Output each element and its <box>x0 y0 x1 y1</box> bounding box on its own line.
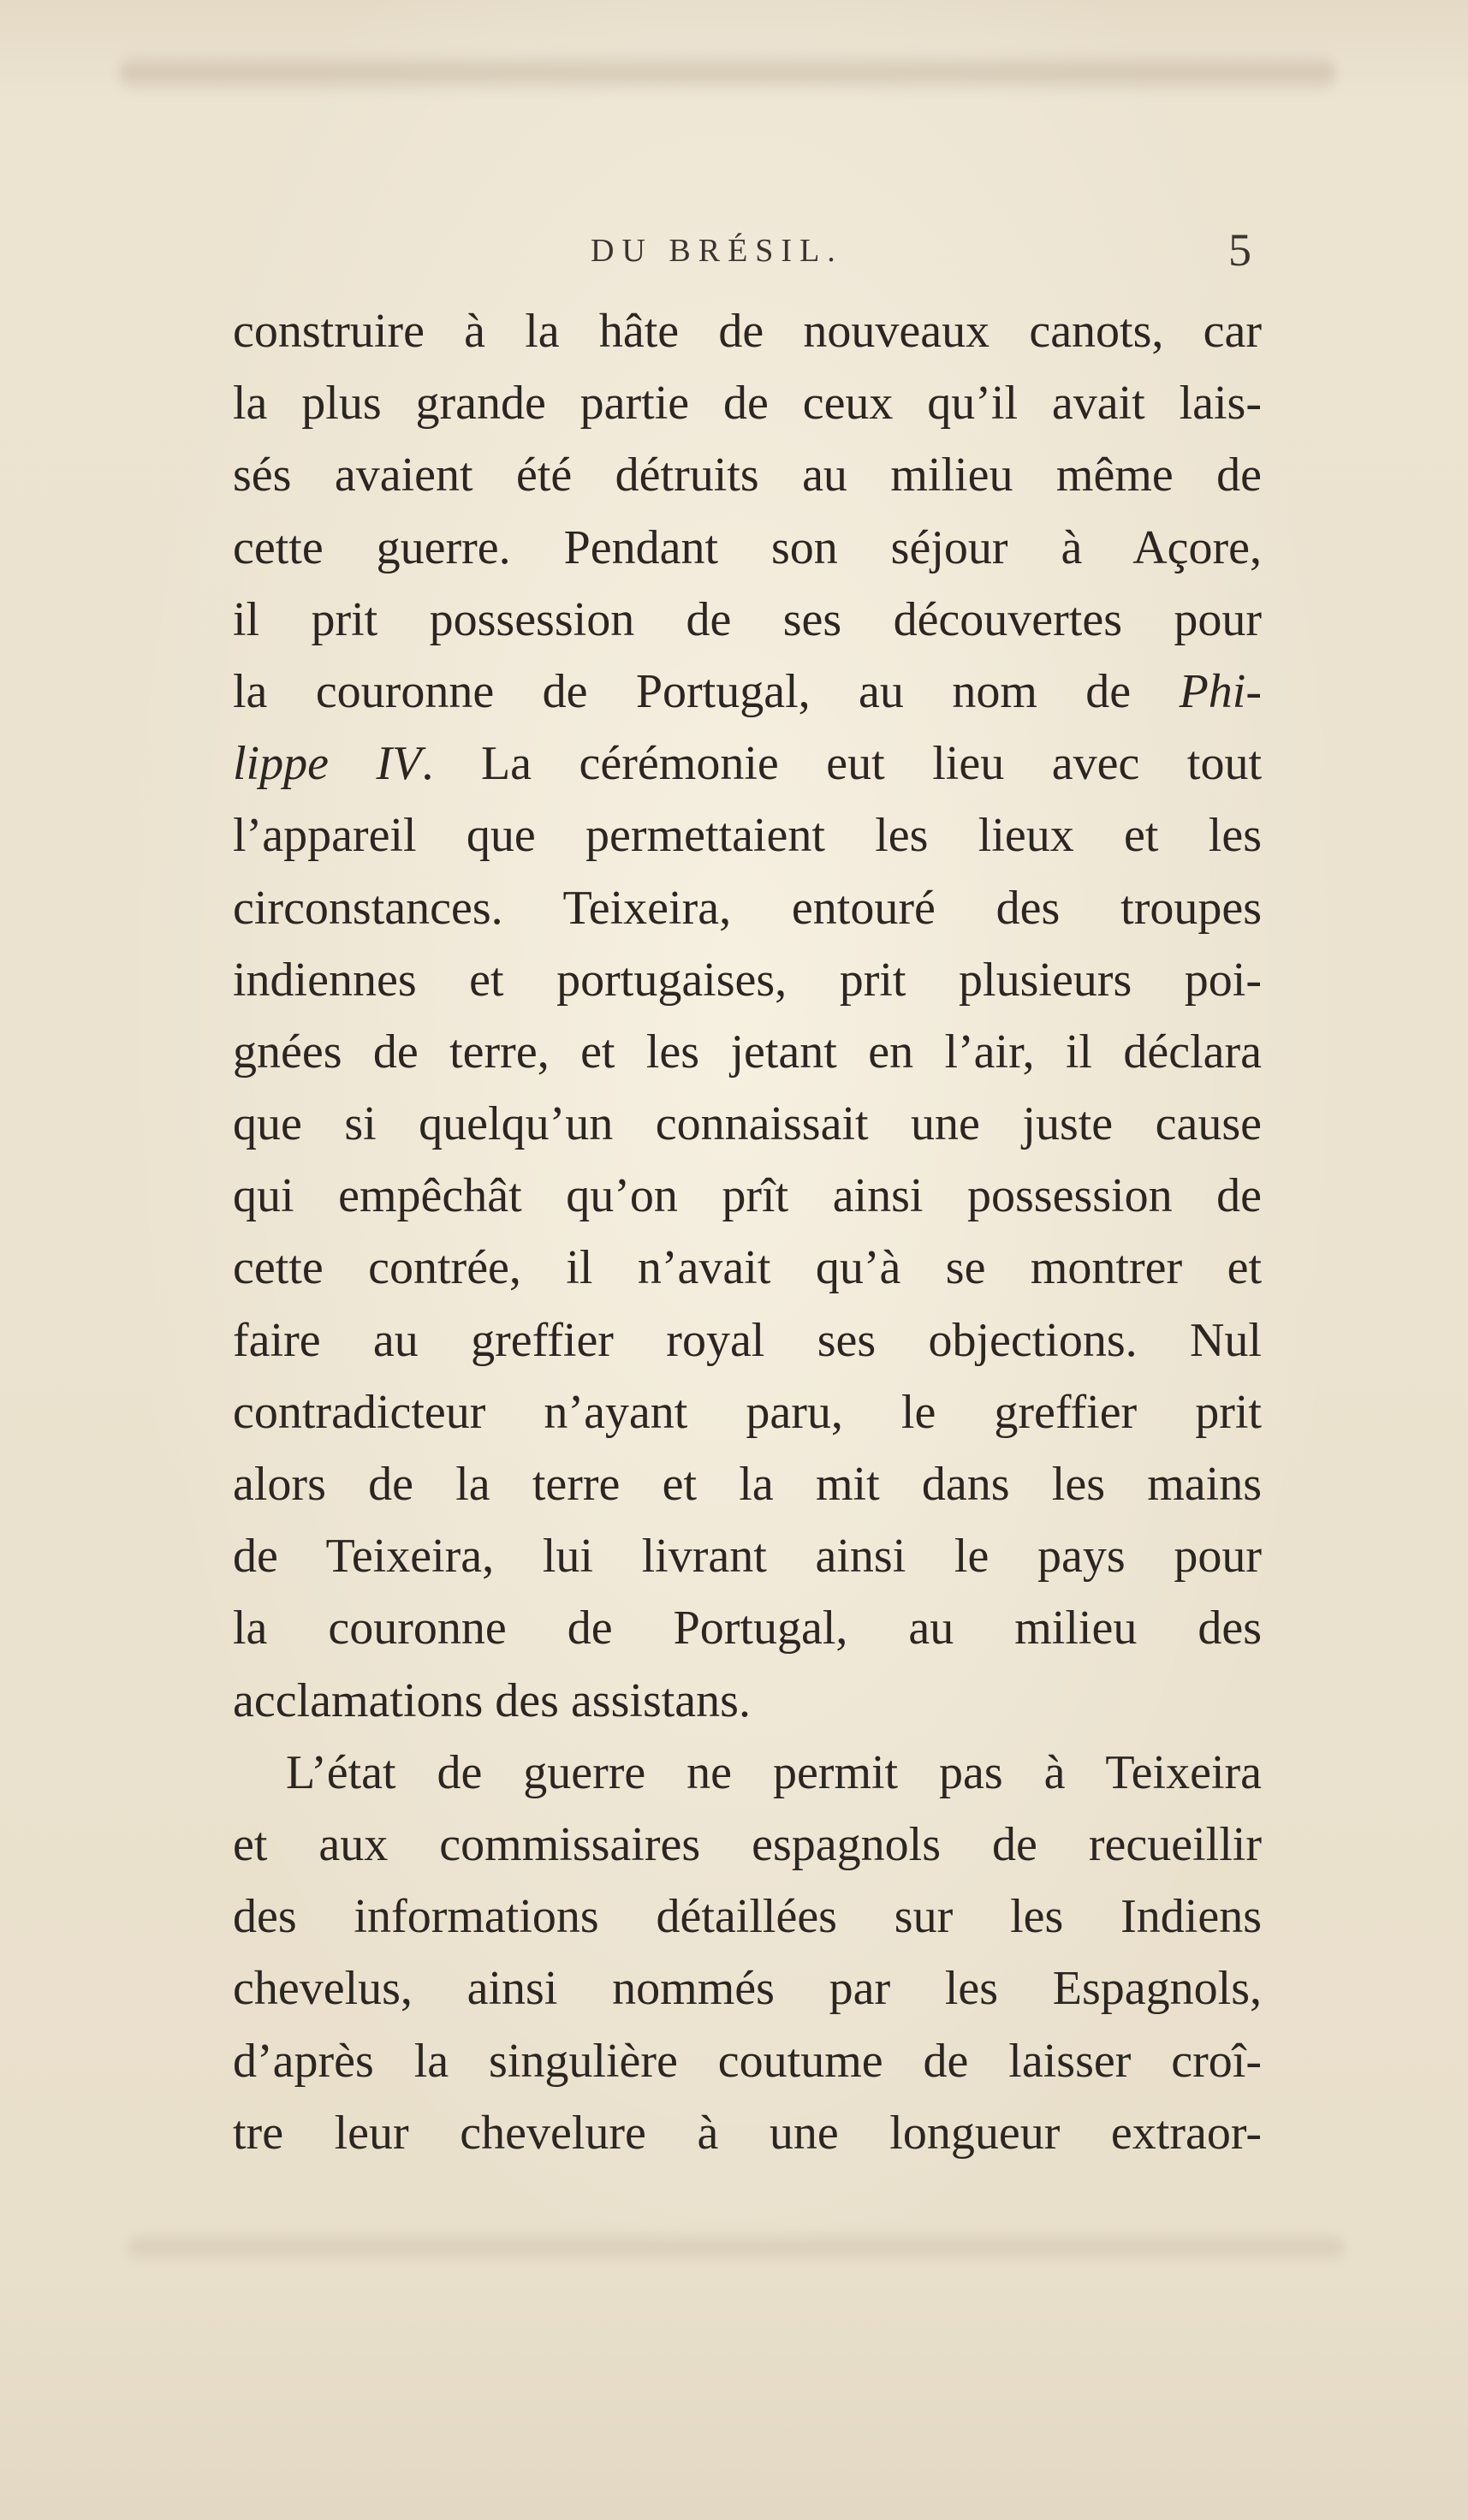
text-line: alors de la terre et la mit dans les mains <box>233 1458 1262 1511</box>
page-fold-shadow-top <box>120 51 1335 94</box>
text-line-with-italic: lippe IV. La cérémonie eut lieu avec tout <box>233 737 1263 791</box>
paragraph-end-line: acclamations des assistans. <box>233 1673 751 1727</box>
italic-text: lippe IV <box>233 737 422 791</box>
body-text <box>233 295 1262 2169</box>
text-line: des informations détaillées sur les Indiens <box>233 1890 1262 1944</box>
text-line: cette contrée, il n’avait qu’à se montrer et <box>233 1241 1262 1295</box>
text-line: cette guerre. Pendant son séjour à Açore, <box>233 520 1262 574</box>
text-line: que si quelqu’un connaissait une juste cause <box>233 1097 1262 1151</box>
text-line: et aux commissaires espagnols de recueillir <box>233 1817 1262 1871</box>
text-line: d’après la singulière coutume de laisser croî- <box>233 2034 1262 2088</box>
text-line: chevelus, ainsi nommés par les Espagnols, <box>233 1962 1262 2016</box>
page-fold-shadow-bottom <box>128 2230 1344 2264</box>
text-line: la plus grande partie de ceux qu’il avait lais- <box>233 377 1262 431</box>
text-line: de Teixeira, lui livrant ainsi le pays pour <box>233 1530 1262 1584</box>
text-line: faire au greffier royal ses objections. Nul <box>233 1313 1262 1367</box>
text-line: circonstances. Teixeira, entouré des troupes <box>233 881 1262 935</box>
text-line: sés avaient été détruits au milieu même de <box>233 449 1262 502</box>
text-line: indiennes et portugaises, prit plusieurs poi- <box>233 953 1262 1007</box>
text-line: l’appareil que permettaient les lieux et les <box>233 809 1262 863</box>
text-line: la couronne de Portugal, au milieu des <box>233 1602 1262 1655</box>
text-line: gnées de terre, et les jetant en l’air, il déclara <box>233 1025 1262 1079</box>
running-head <box>0 224 1468 276</box>
text-line-with-italic: la couronne de Portugal, au nom de Phi- <box>233 664 1262 718</box>
text-line: tre leur chevelure à une longueur extraor- <box>233 2106 1262 2160</box>
page-number: 5 <box>1228 224 1251 276</box>
text-line: contradicteur n’ayant paru, le greffier prit <box>233 1385 1262 1439</box>
text-line: il prit possession de ses découvertes pour <box>233 592 1262 646</box>
running-head-title: DU BRÉSIL. <box>591 233 843 269</box>
text-line: construire à la hâte de nouveaux canots, car <box>233 305 1262 358</box>
paragraph-start-line: L’état de guerre ne permit pas à Teixeira <box>286 1745 1262 1799</box>
text-line: qui empêchât qu’on prît ainsi possession de <box>233 1169 1262 1223</box>
italic-text: Phi- <box>1179 664 1262 718</box>
